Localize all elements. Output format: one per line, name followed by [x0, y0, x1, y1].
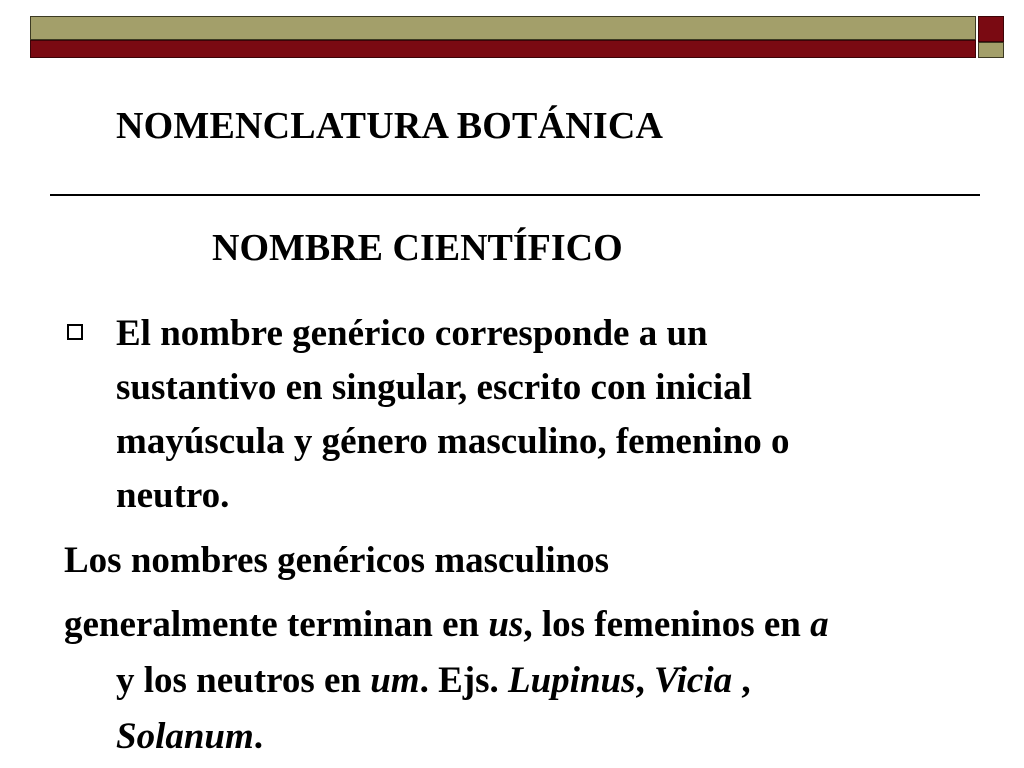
- paragraph-line-4: [116, 710, 263, 764]
- text-span: ,: [635, 660, 655, 701]
- bullet-line-2: sustantivo en singular, escrito con inicial: [116, 367, 752, 408]
- example-vicia: Vicia: [654, 660, 733, 701]
- paragraph-line-1: Los nombres genéricos masculinos: [64, 540, 610, 581]
- title-divider: [50, 194, 980, 196]
- bullet-line-1: El nombre genérico corresponde a un: [116, 313, 708, 354]
- corner-square-maroon: [978, 16, 1004, 42]
- text-span: . Ejs.: [419, 660, 508, 701]
- text-span: generalmente terminan en: [64, 604, 489, 645]
- slide-title: NOMENCLATURA BOTÁNICA: [116, 105, 664, 147]
- example-solanum: Solanum: [116, 716, 254, 757]
- slide-subtitle: NOMBRE CIENTÍFICO: [212, 227, 623, 269]
- text-span: y los neutros en: [116, 660, 371, 701]
- text-span: .: [253, 716, 264, 757]
- bullet-line-3: mayúscula y género masculino, femenino o: [116, 421, 790, 462]
- ending-a: a: [810, 604, 829, 645]
- bullet-text: [116, 307, 996, 523]
- ending-us: us: [488, 604, 524, 645]
- example-lupinus: Lupinus: [508, 660, 636, 701]
- paragraph-line-3: [116, 654, 751, 708]
- hollow-square-bullet-icon: [67, 324, 83, 340]
- header-band-olive: [30, 16, 976, 40]
- ending-um: um: [370, 660, 420, 701]
- text-span: , los femeninos en: [523, 604, 811, 645]
- paragraph-line-2: [64, 598, 829, 652]
- header-band-maroon: [30, 40, 976, 58]
- text-span: ,: [732, 660, 751, 701]
- bullet-line-4: neutro.: [116, 475, 230, 516]
- corner-square-olive: [978, 42, 1004, 58]
